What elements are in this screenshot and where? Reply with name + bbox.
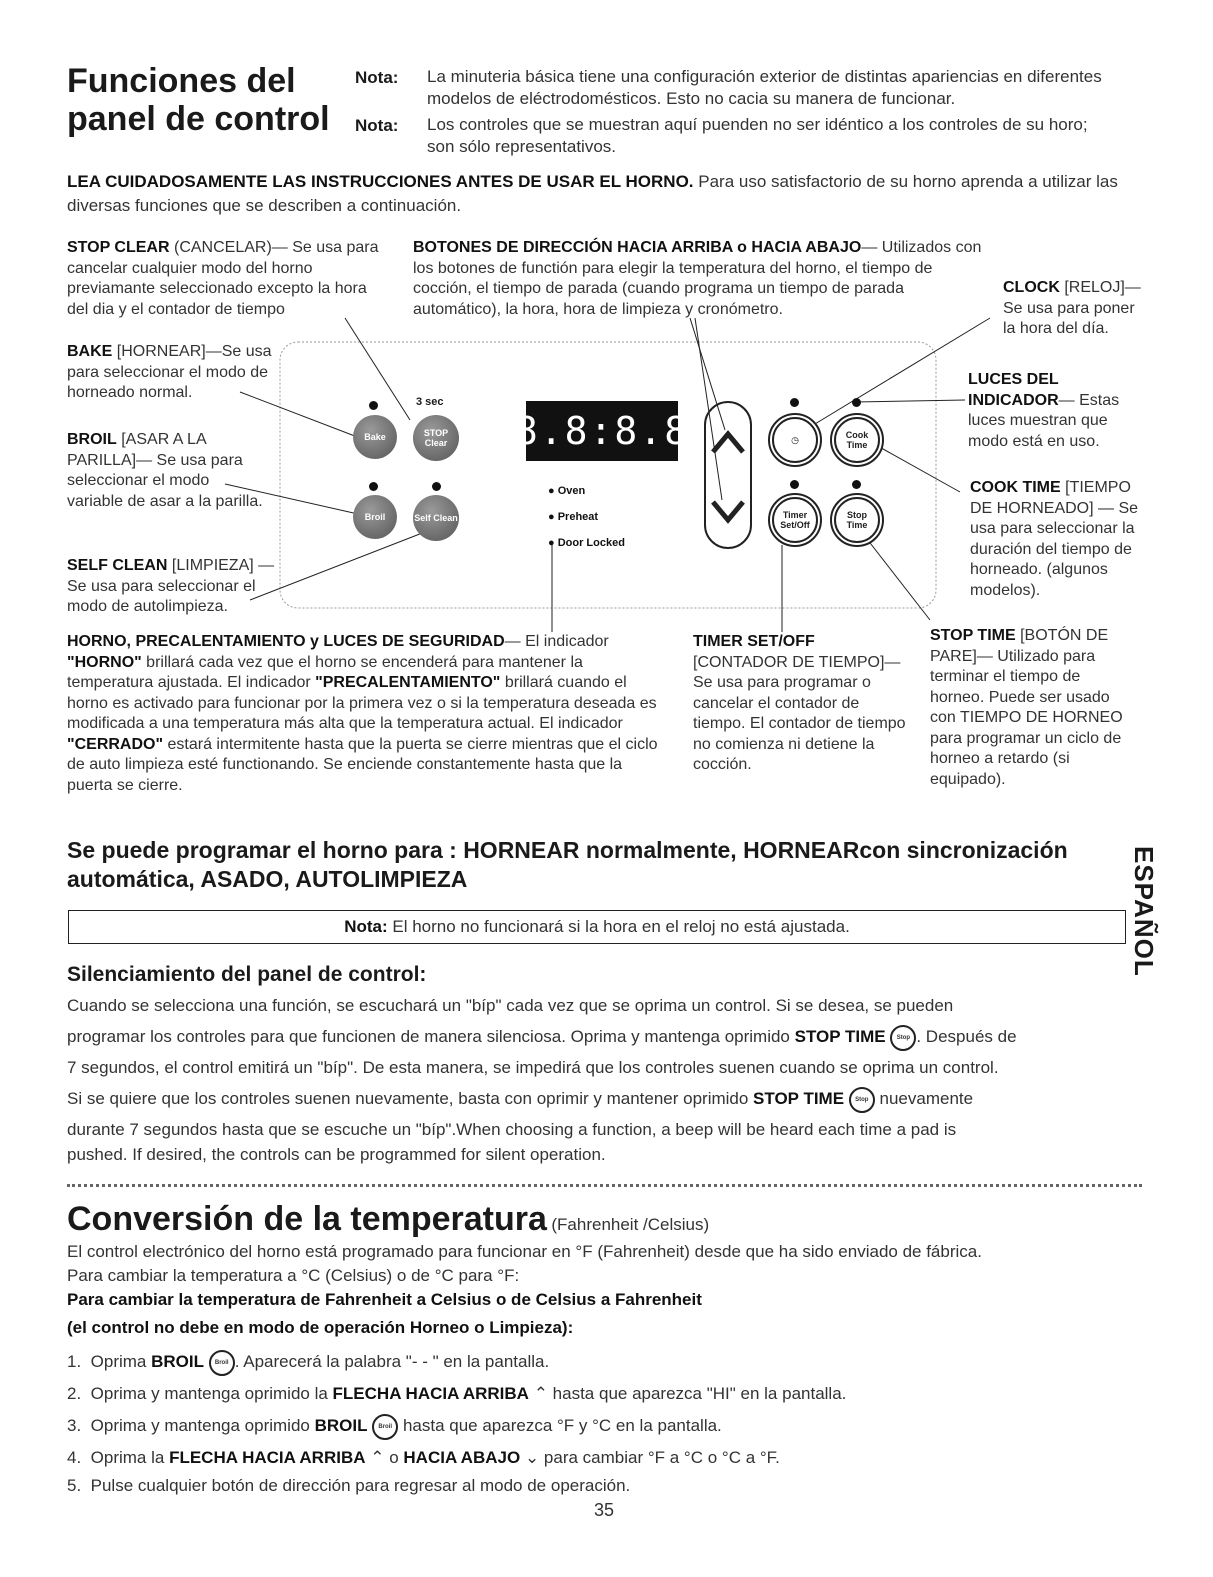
self-clean-button[interactable]: Self Clean	[413, 495, 459, 541]
callout-clock-text: [RELOJ]— Se usa para poner la hora del día.	[1003, 279, 1141, 337]
silence-p2c: . Después de	[916, 1027, 1017, 1046]
step-3-num: 3.	[67, 1416, 82, 1435]
callout-bake-title: BAKE	[67, 343, 113, 360]
conversion-sub: (Fahrenheit /Celsius)	[551, 1215, 710, 1234]
silence-line-6: pushed. If desired, the controls can be programmed for silent operation.	[67, 1145, 606, 1164]
step-2-b: FLECHA HACIA ARRIBA	[332, 1384, 529, 1403]
stop-indicator-dot	[852, 480, 861, 489]
intro-rest: Para uso satisfactorio de su horno aprenda a utilizar las diversas funciones que se describen a continuación.	[67, 172, 1118, 215]
clock-display: 8.8:8.8	[526, 401, 678, 461]
callout-cook-time-text: [TIEMPO DE HORNEADO] — Se usa para seleccionar la duración del tiempo de horneado. (algunos modelos).	[970, 479, 1139, 599]
conversion-intro	[67, 1240, 1147, 1340]
note-label-2: Nota:	[355, 116, 399, 135]
box-note-text: El horno no funcionará si la hora en el reloj no está ajustada.	[387, 917, 850, 936]
step-3-b: BROIL	[314, 1416, 368, 1435]
callout-stop-clear-title: STOP CLEAR	[67, 239, 170, 256]
title-line-1: Funciones del	[67, 62, 296, 100]
step-4-b: FLECHA HACIA ARRIBA	[169, 1448, 366, 1467]
step-5	[67, 1472, 1147, 1500]
box-note	[68, 910, 1126, 944]
silence-p2b: STOP TIME	[794, 1027, 886, 1046]
cook-indicator-dot	[852, 398, 861, 407]
step-1-b: BROIL	[151, 1352, 204, 1371]
program-heading: Se puede programar el horno para : HORNEAR normalmente, HORNEARcon sincronización automática, ASADO, AUTOLIMPIEZA	[67, 837, 1068, 892]
step-4-a: Oprima la	[90, 1448, 170, 1467]
cook-time-label: Cook Time	[834, 417, 880, 463]
broil-button[interactable]: Broil	[353, 495, 397, 539]
stop-time-button[interactable]	[830, 493, 884, 547]
timer-button[interactable]	[768, 493, 822, 547]
callout-horno-b4: "CERRADO"	[67, 735, 164, 753]
arrow-pad	[703, 400, 753, 550]
step-2-c: hasta que aparezca "HI" en la pantalla.	[547, 1384, 847, 1403]
bake-button[interactable]: Bake	[353, 415, 397, 459]
callout-bake-text: [HORNEAR]—Se usa para seleccionar el modo de horneado normal.	[67, 343, 272, 401]
callout-luces-title: LUCES DEL INDICADOR	[968, 371, 1059, 409]
broil-icon: Broil	[372, 1414, 398, 1440]
callout-cook-time-title: COOK TIME	[970, 479, 1061, 496]
step-5-num: 5.	[67, 1476, 82, 1495]
callout-stop-time	[930, 626, 1130, 790]
stop-time-icon: Stop	[849, 1087, 875, 1113]
callout-horno	[67, 632, 667, 796]
callout-direction-title: BOTONES DE DIRECCIÓN HACIA ARRIBA o HACIA ABAJO	[413, 239, 862, 256]
silence-p2a: programar los controles para que funcionen de manera silenciosa. Oprima y mantenga oprimido	[67, 1027, 795, 1046]
callout-horno-b3: "PRECALENTAMIENTO"	[315, 674, 501, 691]
silence-line-4	[67, 1083, 1147, 1114]
self-clean-indicator-dot	[432, 482, 441, 491]
callout-horno-t4: estará intermitente hasta que la puerta se cierre mientras que el ciclo de auto limpieza esté functionando. Se enciende constantemente hasta que la puerta se cierre.	[67, 735, 658, 794]
conversion-title: Conversión de la temperatura	[67, 1200, 547, 1238]
callout-horno-t1: — El indicador	[504, 633, 609, 650]
callout-timer-title: TIMER SET/OFF	[693, 633, 815, 650]
step-3-a: Oprima y mantenga oprimido	[90, 1416, 315, 1435]
broil-indicator-dot	[369, 482, 378, 491]
down-arrow-icon[interactable]	[713, 502, 743, 520]
title-line-2: panel de control	[67, 100, 330, 138]
lock-label: 3 sec	[416, 396, 444, 408]
callout-clock-title: CLOCK	[1003, 279, 1060, 296]
timer-indicator-dot	[790, 480, 799, 489]
conversion-b2: (el control no debe en modo de operación Horneo o Limpieza):	[67, 1318, 574, 1337]
status-indicators	[548, 478, 625, 556]
silence-paragraph	[67, 990, 1147, 1170]
silence-line-1: Cuando se selecciona una función, se escuchará un "bíp" cada vez que se oprima un control. Si se desea, se pueden	[67, 996, 954, 1015]
up-arrow-icon: ⌃	[370, 1448, 385, 1467]
callout-timer	[693, 632, 908, 776]
timer-label: Timer Set/Off	[772, 497, 818, 543]
side-tab: ESPAÑOL	[1129, 846, 1159, 977]
step-5-a: Pulse cualquier botón de dirección para regresar al modo de operación.	[90, 1476, 631, 1495]
step-1-c: . Aparecerá la palabra "- - " en la pantalla.	[234, 1352, 550, 1371]
step-3-c: hasta que aparezca °F y °C en la pantalla.	[402, 1416, 722, 1435]
callout-direction-text: — Utilizados con los botones de functión para elegir la temperatura del horno, el tiempo de cocción, el tiempo de parada (cuando programa un tiempo de parada automático), la hora, hora de limpieza y cronómetro.	[413, 239, 982, 318]
callout-luces-text: — Estas luces muestran que modo está en uso.	[968, 391, 1120, 450]
callout-broil-title: BROIL	[67, 431, 117, 448]
callout-horno-title: HORNO, PRECALENTAMIENTO y LUCES DE SEGURIDAD	[67, 633, 505, 650]
silence-line-2	[67, 1021, 1147, 1052]
section-divider	[67, 1184, 1142, 1187]
silence-line-5: durante 7 segundos hasta que se escuche un "bíp".When choosing a function, a beep will be heard each time a pad is	[67, 1120, 957, 1139]
indicator-door-locked: ● Door Locked	[548, 530, 625, 556]
step-4-num: 4.	[67, 1448, 82, 1467]
step-2-num: 2.	[67, 1384, 82, 1403]
conversion-p2: Para cambiar la temperatura a °C (Celsius) o de °C para °F:	[67, 1266, 520, 1285]
callout-timer-text: [CONTADOR DE TIEMPO]— Se usa para programar o cancelar el contador de tiempo. El contador de tiempo no comienza ni detiene la cocción.	[693, 653, 906, 773]
box-note-label: Nota:	[344, 917, 388, 936]
callout-horno-b2: "HORNO"	[67, 653, 142, 671]
silence-p4b: STOP TIME	[753, 1089, 845, 1108]
step-4	[67, 1444, 1147, 1472]
step-3	[67, 1412, 1147, 1440]
stop-time-label: Stop Time	[834, 497, 880, 543]
silence-line-3: 7 segundos, el control emitirá un "bíp". De esta manera, se impedirá que los controles suenen cuando se oprima un control.	[67, 1058, 999, 1077]
indicator-preheat: ● Preheat	[548, 504, 625, 530]
step-4-b2: HACIA ABAJO	[403, 1448, 521, 1467]
callout-horno-t2: brillará cada vez que el horno se encenderá para mantener la temperatura ajustada. El indicador	[67, 653, 583, 691]
conversion-b1: Para cambiar la temperatura de Fahrenheit a Celsius o de Celsius a Fahrenheit	[67, 1290, 702, 1309]
callout-horno-t3: brillará cuando el horno es activado para funcionar por la primera vez o si la temperatura deseada es modificada a una temperatura más alta que la temperatura actual. El indicador	[67, 674, 657, 732]
silence-p4c: nuevamente	[874, 1089, 974, 1108]
callout-self-clean-title: SELF CLEAN	[67, 557, 168, 574]
callout-stop-clear-text: (CANCELAR)— Se usa para cancelar cualquier modo del horno previamante seleccionado excepto la hora del dia y el contador de tiempo	[67, 239, 379, 318]
clock-icon: ◷	[772, 417, 818, 463]
down-arrow-icon: ⌄	[524, 1448, 540, 1467]
conversion-steps	[67, 1348, 1147, 1500]
conversion-heading	[67, 1200, 709, 1238]
intro-bold: LEA CUIDADOSAMENTE LAS INSTRUCCIONES ANTES DE USAR EL HORNO.	[67, 172, 694, 191]
up-arrow-icon: ⌃	[533, 1384, 548, 1403]
step-2-a: Oprima y mantenga oprimido la	[90, 1384, 333, 1403]
note-text-1: La minuteria básica tiene una configuración exterior de distintas apariencias en diferentes modelos de eléctrodomésticos. Esto no cacia su manera de funcionar.	[427, 67, 1102, 108]
indicator-oven: ● Oven	[548, 478, 625, 504]
callout-stop-time-title: STOP TIME	[930, 627, 1016, 644]
stop-time-icon: Stop	[890, 1025, 916, 1051]
callout-self-clean-text: [LIMPIEZA] — Se usa para seleccionar el modo de autolimpieza.	[67, 557, 275, 615]
note-label-1: Nota:	[355, 68, 399, 87]
bake-indicator-dot	[369, 401, 378, 410]
note-text-2: Los controles que se muestran aquí puenden no ser idéntico a los controles de su horo; son sólo representativos.	[427, 115, 1088, 156]
step-1-a: Oprima	[90, 1352, 152, 1371]
step-2	[67, 1380, 1147, 1408]
callout-stop-time-text: [BOTÓN DE PARE]— Utilizado para terminar el tiempo de horneo. Puede ser usado con TIEMPO DE HORNEO para programar un ciclo de horneo a retardo (si equipado).	[930, 627, 1123, 788]
silence-p4a: Si se quiere que los controles suenen nuevamente, basta con oprimir y mantener oprimido	[67, 1089, 754, 1108]
step-4-c: para cambiar °F a °C o °C a °F.	[539, 1448, 780, 1467]
silence-heading: Silenciamiento del panel de control:	[67, 963, 427, 986]
step-4-m: o	[384, 1448, 404, 1467]
stop-clear-button[interactable]: STOP Clear	[413, 415, 459, 461]
clock-indicator-dot	[790, 398, 799, 407]
page-number: 35	[594, 1500, 615, 1520]
callout-broil-text: [ASAR A LA PARILLA]— Se usa para seleccionar el modo variable de asar a la parilla.	[67, 431, 263, 510]
conversion-p1: El control electrónico del horno está programado para funcionar en °F (Fahrenheit) desde que ha sido enviado de fábrica.	[67, 1242, 982, 1261]
up-arrow-icon[interactable]	[713, 434, 743, 452]
cook-time-button[interactable]	[830, 413, 884, 467]
broil-icon: Broil	[209, 1350, 235, 1376]
clock-button[interactable]	[768, 413, 822, 467]
step-1	[67, 1348, 1147, 1376]
step-1-num: 1.	[67, 1352, 82, 1371]
